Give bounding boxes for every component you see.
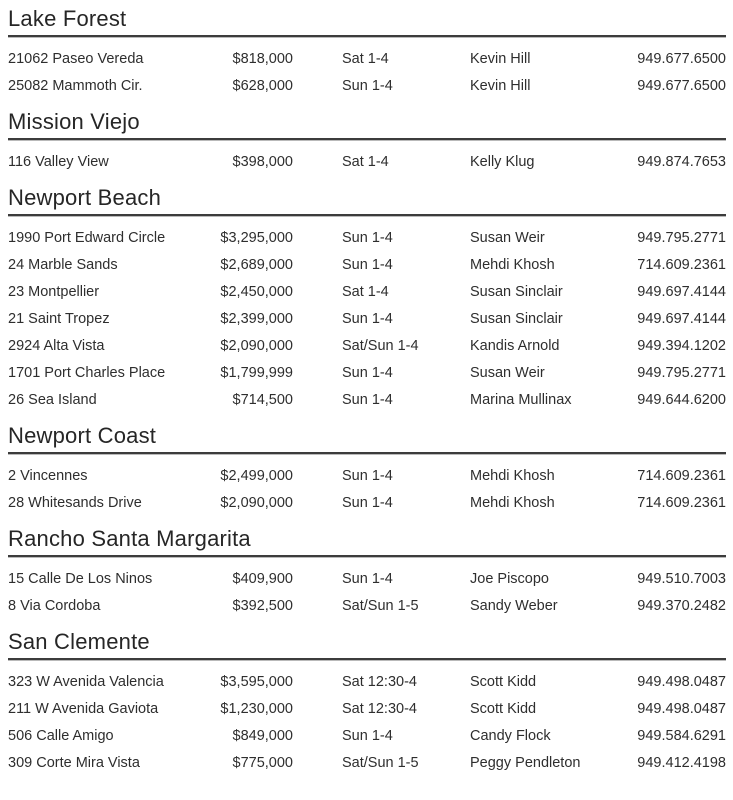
listing-rows (8, 148, 726, 175)
listing-row (8, 72, 726, 99)
agent-name: Peggy Pendleton (470, 754, 581, 771)
section-divider (8, 555, 726, 558)
agent-name: Susan Weir (470, 229, 545, 246)
city-heading: Mission Viejo (8, 109, 140, 134)
listing-price: $628,000 (232, 77, 293, 94)
open-house-time: Sat 12:30-4 (342, 700, 417, 717)
city-section (8, 527, 726, 619)
agent-phone: 949.874.7653 (637, 153, 726, 170)
listing-address: 15 Calle De Los Ninos (8, 570, 153, 587)
listing-row (8, 332, 726, 359)
agent-phone: 949.510.7003 (637, 570, 726, 587)
listing-address: 21062 Paseo Vereda (8, 50, 144, 67)
listing-row (8, 251, 726, 278)
agent-name: Kevin Hill (470, 77, 531, 94)
agent-name: Candy Flock (470, 727, 551, 744)
listing-price: $2,450,000 (220, 283, 293, 300)
section-divider (8, 138, 726, 141)
section-divider (8, 452, 726, 455)
open-house-time: Sun 1-4 (342, 727, 393, 744)
listing-row (8, 278, 726, 305)
section-divider (8, 658, 726, 661)
agent-phone: 949.795.2771 (637, 364, 726, 381)
city-section (8, 110, 726, 175)
listing-price: $392,500 (232, 597, 293, 614)
agent-phone: 949.795.2771 (637, 229, 726, 246)
listing-row (8, 695, 726, 722)
city-section (8, 630, 726, 776)
listing-price: $2,689,000 (220, 256, 293, 273)
agent-phone: 949.697.4144 (637, 310, 726, 327)
section-divider (8, 214, 726, 217)
listing-row (8, 386, 726, 413)
listing-price: $2,090,000 (220, 494, 293, 511)
listing-price: $2,399,000 (220, 310, 293, 327)
agent-name: Susan Sinclair (470, 283, 563, 300)
agent-name: Sandy Weber (470, 597, 558, 614)
agent-phone: 949.498.0487 (637, 673, 726, 690)
agent-name: Joe Piscopo (470, 570, 549, 587)
listing-address: 1990 Port Edward Circle (8, 229, 166, 246)
city-heading: San Clemente (8, 629, 150, 654)
listing-row (8, 45, 726, 72)
listing-address: 25082 Mammoth Cir. (8, 77, 143, 94)
agent-phone: 949.584.6291 (637, 727, 726, 744)
listing-address: 24 Marble Sands (8, 256, 118, 273)
listing-rows (8, 462, 726, 516)
agent-name: Mehdi Khosh (470, 494, 555, 511)
agent-phone: 714.609.2361 (637, 256, 726, 273)
agent-phone: 949.412.4198 (637, 754, 726, 771)
listing-price: $2,090,000 (220, 337, 293, 354)
agent-name: Kelly Klug (470, 153, 535, 170)
open-house-time: Sun 1-4 (342, 391, 393, 408)
listing-row (8, 462, 726, 489)
listing-price: $398,000 (232, 153, 293, 170)
city-heading: Newport Beach (8, 185, 162, 210)
listing-row (8, 305, 726, 332)
listing-row (8, 489, 726, 516)
listing-price: $1,799,999 (220, 364, 293, 381)
open-house-time: Sun 1-4 (342, 77, 393, 94)
agent-name: Kevin Hill (470, 50, 531, 67)
agent-phone: 949.677.6500 (637, 77, 726, 94)
listing-row (8, 749, 726, 776)
agent-phone: 949.394.1202 (637, 337, 726, 354)
city-heading: Lake Forest (8, 6, 127, 31)
open-house-time: Sat 12:30-4 (342, 673, 417, 690)
listing-rows (8, 45, 726, 99)
listing-price: $775,000 (232, 754, 293, 771)
open-house-time: Sat/Sun 1-4 (342, 337, 419, 354)
agent-name: Kandis Arnold (470, 337, 560, 354)
listing-row (8, 592, 726, 619)
open-house-time: Sat/Sun 1-5 (342, 597, 419, 614)
agent-phone: 714.609.2361 (637, 494, 726, 511)
listing-address: 2 Vincennes (8, 467, 88, 484)
listing-address: 1701 Port Charles Place (8, 364, 166, 381)
listing-row (8, 359, 726, 386)
city-heading: Newport Coast (8, 423, 157, 448)
agent-name: Mehdi Khosh (470, 256, 555, 273)
open-house-time: Sat 1-4 (342, 283, 389, 300)
listing-address: 26 Sea Island (8, 391, 97, 408)
listing-row (8, 565, 726, 592)
agent-phone: 949.677.6500 (637, 50, 726, 67)
city-heading: Rancho Santa Margarita (8, 526, 251, 551)
listing-address: 21 Saint Tropez (8, 310, 110, 327)
agent-name: Scott Kidd (470, 673, 537, 690)
agent-name: Marina Mullinax (470, 391, 572, 408)
open-house-time: Sun 1-4 (342, 467, 393, 484)
open-house-time: Sun 1-4 (342, 570, 393, 587)
open-house-time: Sun 1-4 (342, 310, 393, 327)
agent-phone: 949.370.2482 (637, 597, 726, 614)
listing-address: 506 Calle Amigo (8, 727, 114, 744)
listing-rows (8, 668, 726, 776)
listing-price: $714,500 (232, 391, 293, 408)
listing-price: $2,499,000 (220, 467, 293, 484)
section-divider (8, 35, 726, 38)
listing-price: $818,000 (232, 50, 293, 67)
listing-price: $409,900 (232, 570, 293, 587)
open-house-time: Sat 1-4 (342, 50, 389, 67)
agent-phone: 949.697.4144 (637, 283, 726, 300)
listing-address: 116 Valley View (8, 153, 109, 170)
listing-price: $849,000 (232, 727, 293, 744)
agent-phone: 949.498.0487 (637, 700, 726, 717)
listing-address: 28 Whitesands Drive (8, 494, 142, 511)
open-house-time: Sun 1-4 (342, 256, 393, 273)
listing-address: 323 W Avenida Valencia (8, 673, 164, 690)
listing-rows (8, 224, 726, 413)
listing-address: 23 Montpellier (8, 283, 100, 300)
open-house-time: Sat/Sun 1-5 (342, 754, 419, 771)
agent-name: Susan Sinclair (470, 310, 563, 327)
open-house-time: Sun 1-4 (342, 364, 393, 381)
listing-address: 2924 Alta Vista (8, 337, 105, 354)
listing-address: 309 Corte Mira Vista (8, 754, 140, 771)
agent-name: Mehdi Khosh (470, 467, 555, 484)
listing-row (8, 148, 726, 175)
city-section (8, 7, 726, 99)
listing-address: 211 W Avenida Gaviota (8, 700, 159, 717)
city-section (8, 186, 726, 413)
listing-rows (8, 565, 726, 619)
agent-phone: 949.644.6200 (637, 391, 726, 408)
listing-row (8, 722, 726, 749)
agent-phone: 714.609.2361 (637, 467, 726, 484)
listing-price: $3,295,000 (220, 229, 293, 246)
open-house-time: Sun 1-4 (342, 229, 393, 246)
open-house-time: Sun 1-4 (342, 494, 393, 511)
agent-name: Susan Weir (470, 364, 545, 381)
listing-price: $1,230,000 (220, 700, 293, 717)
open-house-time: Sat 1-4 (342, 153, 389, 170)
city-section (8, 424, 726, 516)
listing-price: $3,595,000 (220, 673, 293, 690)
listing-row (8, 668, 726, 695)
listing-row (8, 224, 726, 251)
listing-address: 8 Via Cordoba (8, 597, 101, 614)
agent-name: Scott Kidd (470, 700, 537, 717)
